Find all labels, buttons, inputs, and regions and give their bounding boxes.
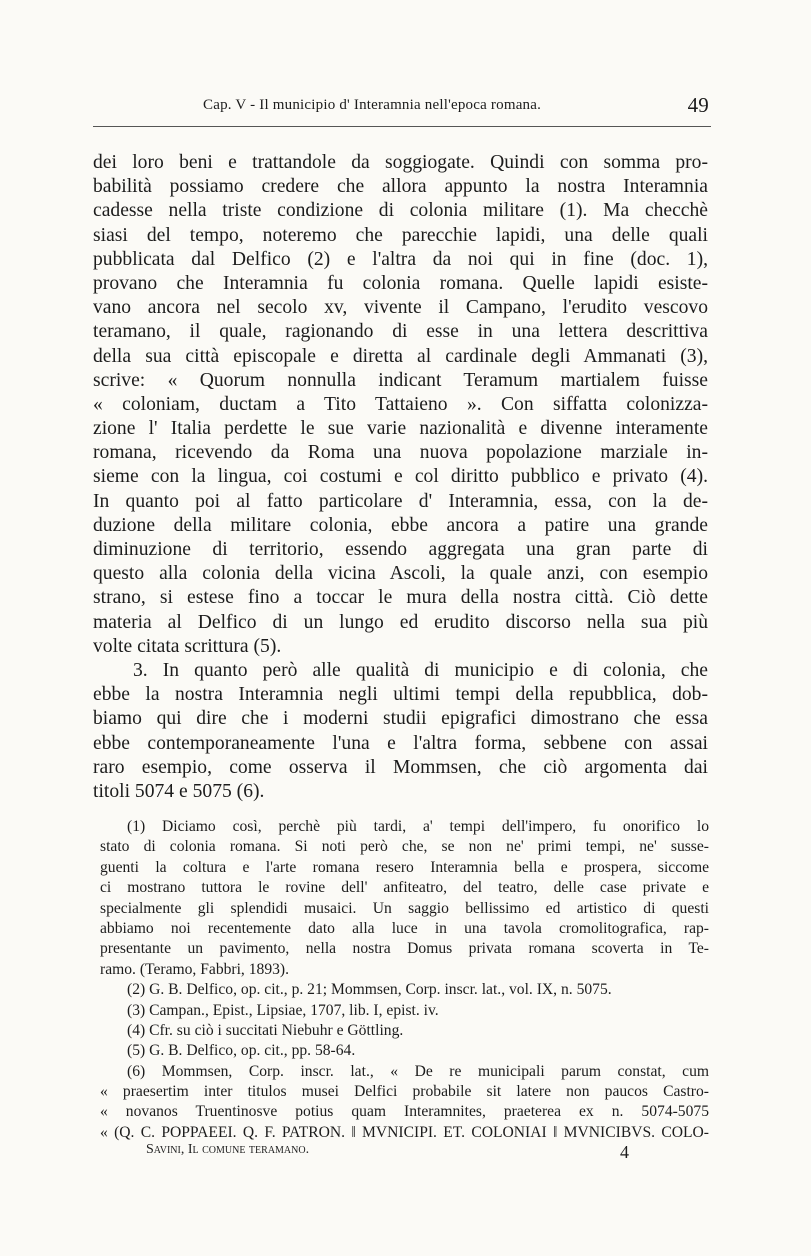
body-line: pubblicata dal Delfico (2) e l'altra da noi qui in fine (doc. 1),: [93, 248, 708, 270]
body-line: titoli 5074 e 5075 (6).: [93, 780, 265, 802]
footnote-line: (6) Mommsen, Corp. inscr. lat., « De re municipali parum constat, cum: [127, 1062, 709, 1080]
body-line: babilità possiamo credere che allora appunto la nostra Interamnia: [93, 176, 708, 198]
body-line: sieme con la lingua, coi costumi e col diritto pubblico e privato (4).: [93, 466, 708, 488]
body-line: materia al Delfico di un lungo ed erudito discorso nella sua più: [93, 611, 708, 633]
body-line: provano che Interamnia fu colonia romana. Quelle lapidi esiste-: [93, 272, 708, 294]
body-line: della sua città episcopale e diretta al cardinale degli Ammanati (3),: [93, 345, 708, 367]
footnote-line: ramo. (Teramo, Fabbri, 1893).: [100, 960, 290, 978]
footnote-line: presentante un pavimento, nella nostra Domus privata romana scoverta in Te-: [100, 940, 709, 958]
body-line: biamo qui dire che i moderni studii epigrafici dimostrano che essa: [93, 708, 708, 730]
footnote-line: (4) Cfr. su ciò i succitati Niebuhr e Göttling.: [127, 1021, 404, 1039]
body-line: ebbe la nostra Interamnia negli ultimi tempi della repubblica, dob-: [93, 684, 708, 706]
body-line: teramano, il quale, ragionando di esse in una lettera descrittiva: [93, 321, 708, 343]
body-line: questo alla colonia della vicina Ascoli, la quale anzi, con esempio: [93, 563, 708, 585]
body-line: cadesse nella triste condizione di colonia militare (1). Ma checchè: [93, 200, 708, 222]
body-line: 3. In quanto però alle qualità di municipio e di colonia, che: [133, 659, 708, 681]
footnotes: [100, 817, 709, 1143]
body-line: zione l' Italia perdette le sue varie nazionalità e divenne interamente: [93, 418, 708, 440]
body-line: volte citata scrittura (5).: [93, 635, 282, 657]
footnote-line: (1) Diciamo così, perchè più tardi, a' tempi dell'impero, fu onorifico lo: [127, 818, 709, 835]
footnote-line: (2) G. B. Delfico, op. cit., p. 21; Mommsen, Corp. inscr. lat., vol. IX, n. 5075.: [127, 981, 612, 999]
body-line: strano, si estese fino a toccar le mura della nostra città. Ciò dette: [93, 587, 708, 609]
footnote-line: « novanos Truentinosve potius quam Interamnites, praeterea ex n. 5074-5075: [100, 1103, 709, 1121]
signature-mark: 4: [620, 1142, 629, 1162]
body-line: duzione della militare colonia, ebbe ancora a patire una grande: [93, 514, 708, 536]
footnote-line: abbiamo noi recentemente dato alla luce in una tavola cromolitografica, rap-: [100, 919, 709, 937]
footnote-line: guenti la coltura e l'arte romana resero Interamnia bella e prospera, siccome: [100, 858, 709, 876]
page-number: 49: [687, 93, 709, 117]
body-line: « coloniam, ductam a Tito Tattaieno ». Con siffatta colonizza-: [93, 393, 708, 415]
footnote-line: « (Q. C. POPPAEEI. Q. F. PATRON. ‖ MVNICIPI. ET. COLONIAI ‖ MVNICIBVS. COLO-: [100, 1123, 709, 1141]
body-line: vano ancora nel secolo xv, vivente il Campano, l'erudito vescovo: [93, 297, 708, 319]
body-line: scrive: « Quorum nonnulla indicant Teramum martialem fuisse: [93, 369, 708, 391]
body-line: siasi del tempo, noteremo che parecchie lapidi, una delle quali: [93, 224, 708, 246]
footnote-line: stato di colonia romana. Si noti però che, se non ne' primi tempi, ne' susse-: [100, 838, 709, 856]
body-line: ebbe contemporaneamente l'una e l'altra forma, sebbene con assai: [93, 732, 708, 754]
footnote-line: « praesertim inter titulos musei Delfici probabile sit latere non paucos Castro-: [100, 1083, 709, 1101]
body-line: dei loro beni e trattandole da soggiogate. Quindi con somma pro-: [93, 152, 708, 173]
header-rule: [93, 126, 711, 127]
footnote-line: (5) G. B. Delfico, op. cit., pp. 58-64.: [127, 1042, 356, 1060]
body-line: raro esempio, come osserva il Mommsen, che ciò argomenta dai: [93, 756, 708, 778]
body-line: diminuzione di territorio, essendo aggregata una gran parte di: [93, 539, 708, 560]
body-text: [93, 151, 708, 804]
footnote-line: (3) Campan., Epist., Lipsiae, 1707, lib. I, epist. iv.: [127, 1001, 439, 1019]
body-line: romana, ricevendo da Roma una nuova popolazione marziale in-: [93, 442, 708, 464]
running-title: Cap. V - Il municipio d' Interamnia nell'epoca romana.: [203, 97, 542, 113]
footnote-line: specialmente gli splendidi musaici. Un saggio bellissimo ed artistico di questi: [100, 899, 709, 917]
body-line: In quanto poi al fatto particolare d' Interamnia, essa, con la de-: [93, 490, 708, 512]
footer-author-title: Savini, Il comune teramano.: [146, 1142, 310, 1157]
footnote-line: ci mostrano tuttora le rovine dell' anfiteatro, del teatro, delle case private e: [100, 879, 709, 897]
